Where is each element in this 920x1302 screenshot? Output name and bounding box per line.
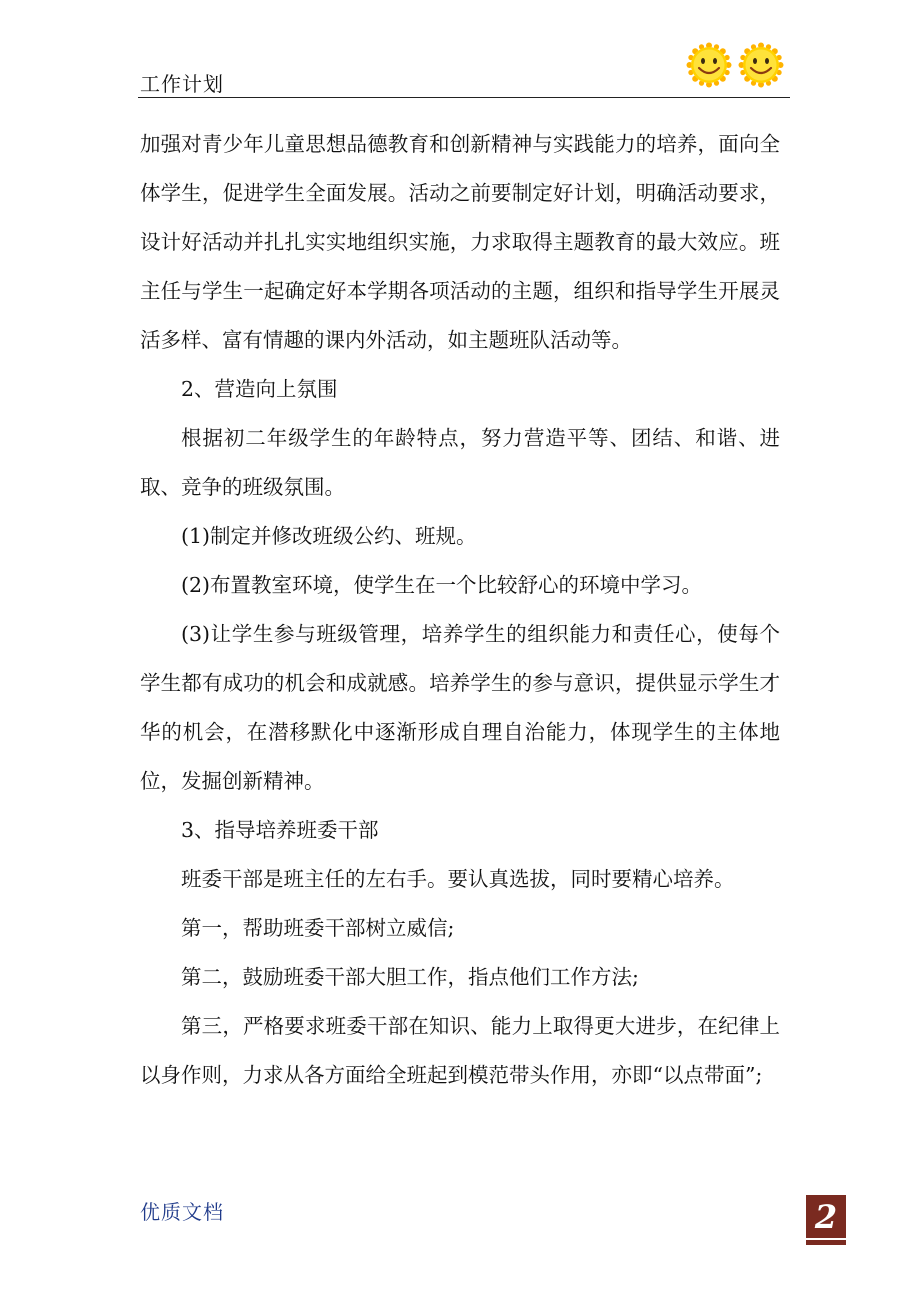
document-body bbox=[140, 120, 780, 1100]
smiley-sun-icon bbox=[738, 42, 784, 88]
footer-label: 优质文档 bbox=[140, 1200, 224, 1224]
section-heading: 2、营造向上氛围 bbox=[181, 377, 338, 401]
badge-underline bbox=[806, 1238, 846, 1240]
list-item: 第三，严格要求班委干部在知识、能力上取得更大进步，在纪律上以身作则，力求从各方面给全班起到模范带头作用，亦即“以点带面”; bbox=[140, 1014, 780, 1087]
smiley-sun-icon bbox=[686, 42, 732, 88]
list-item: 第二，鼓励班委干部大胆工作，指点他们工作方法; bbox=[181, 965, 639, 989]
page-number-badge bbox=[806, 1195, 846, 1245]
section-heading: 3、指导培养班委干部 bbox=[181, 818, 379, 842]
header-divider bbox=[138, 97, 790, 98]
page-header-title: 工作计划 bbox=[140, 72, 224, 96]
body-paragraph: 根据初二年级学生的年龄特点，努力营造平等、团结、和谐、进取、竞争的班级氛围。 bbox=[140, 426, 780, 499]
list-item: (2)布置教室环境，使学生在一个比较舒心的环境中学习。 bbox=[181, 573, 703, 597]
page-number: 2 bbox=[814, 1198, 838, 1236]
list-item: (1)制定并修改班级公约、班规。 bbox=[181, 524, 477, 548]
body-paragraph: 班委干部是班主任的左右手。要认真选拔，同时要精心培养。 bbox=[181, 867, 735, 891]
list-item: 第一，帮助班委干部树立威信; bbox=[181, 916, 455, 940]
list-item: (3)让学生参与班级管理，培养学生的组织能力和责任心，使每个学生都有成功的机会和成就感。培养学生的参与意识，提供显示学生才华的机会，在潜移默化中逐渐形成自理自治能力，体现学生的主体地位，发掘创新精神。 bbox=[140, 622, 780, 793]
body-paragraph: 加强对青少年儿童思想品德教育和创新精神与实践能力的培养，面向全体学生，促进学生全面发展。活动之前要制定好计划，明确活动要求，设计好活动并扎扎实实地组织实施，力求取得主题教育的最大效应。班主任与学生一起确定好本学期各项活动的主题，组织和指导学生开展灵活多样、富有情趣的课内外活动，如主题班队活动等。 bbox=[140, 132, 780, 352]
